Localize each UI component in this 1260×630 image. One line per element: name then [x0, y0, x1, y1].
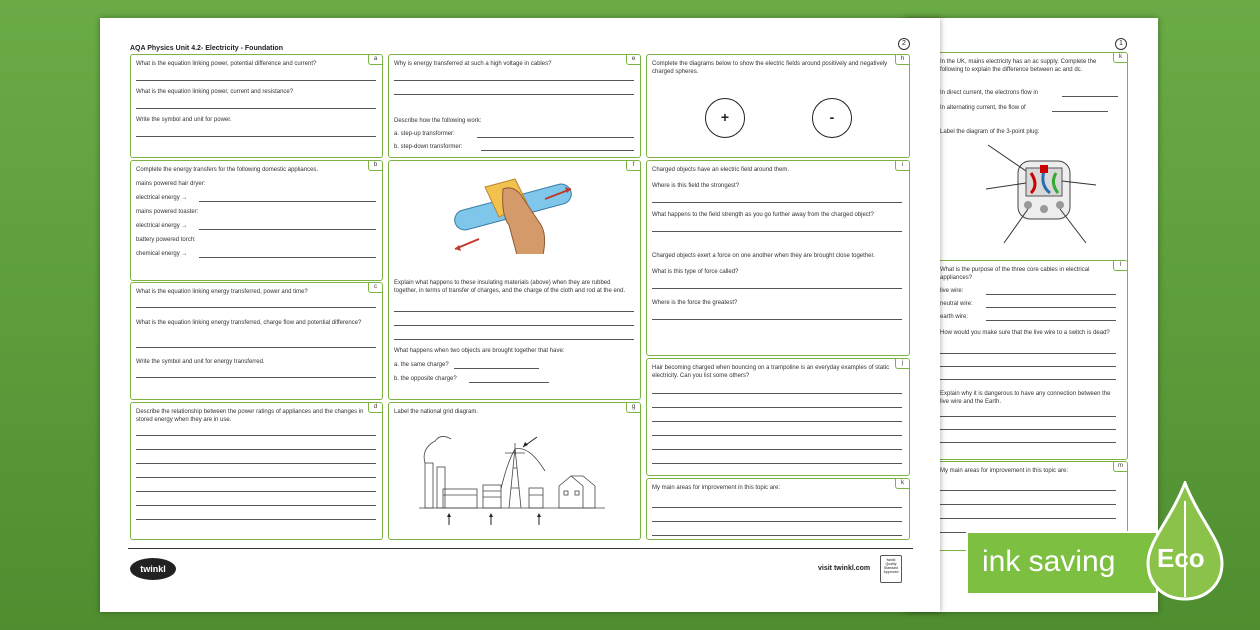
box-j: [646, 358, 910, 476]
answer-line[interactable]: [940, 490, 1116, 491]
question: Write the symbol and unit for energy transferred.: [136, 359, 265, 365]
question: Label the national grid diagram.: [394, 409, 479, 415]
question: Where is the force the greatest?: [652, 300, 738, 306]
national-grid-diagram: [419, 433, 609, 528]
ink-saving-banner: [966, 531, 1158, 595]
label: neutral wire:: [940, 301, 973, 307]
question: In the UK, mains electricity has an ac supply. Complete the following to explain the difference between ac and dc.: [940, 59, 1097, 73]
box-d: [130, 402, 383, 540]
question: What happens when two objects are brought together that have:: [394, 348, 565, 354]
answer-line[interactable]: [986, 320, 1116, 321]
box-tag: h: [895, 55, 909, 65]
rod-and-cloth-illustration: [449, 169, 579, 254]
question: Explain why it is dangerous to have any connection between the live wire and the Earth.: [940, 391, 1111, 405]
answer-line[interactable]: [940, 518, 1116, 519]
answer-line[interactable]: [652, 535, 902, 536]
answer-line[interactable]: [940, 366, 1116, 367]
page-title: AQA Physics Unit 4.2- Electricity - Foundation: [130, 45, 283, 52]
box-b: [130, 160, 383, 281]
question: Charged objects exert a force on one another when they are brought close together.: [652, 253, 875, 259]
answer-line[interactable]: [394, 80, 634, 81]
label: chemical energy →: [136, 251, 188, 257]
box-tag: d: [368, 403, 382, 413]
eco-drop-icon: [1140, 481, 1230, 601]
answer-line[interactable]: [136, 505, 376, 506]
box-tag: e: [626, 55, 640, 65]
box-c: [130, 282, 383, 400]
question: Complete the diagrams below to show the electric fields around positively and negatively charged spheres.: [652, 61, 888, 75]
label: a. step-up transformer:: [394, 131, 455, 137]
answer-line[interactable]: [199, 229, 376, 230]
question: Write the symbol and unit for power.: [136, 117, 232, 123]
answer-line[interactable]: [940, 442, 1116, 443]
question: Why is energy transferred at such a high voltage in cables?: [394, 61, 552, 67]
label: a. the same charge?: [394, 362, 449, 368]
answer-line[interactable]: [652, 319, 902, 320]
label: b. step-down transformer:: [394, 144, 463, 150]
quality-badge: twinkl Quality Standard Approved: [880, 555, 902, 583]
answer-line[interactable]: [652, 435, 902, 436]
question: What is the equation linking power, potential difference and current?: [136, 61, 317, 67]
answer-line[interactable]: [136, 491, 376, 492]
answer-line[interactable]: [940, 429, 1116, 430]
label: electrical energy →: [136, 223, 188, 229]
answer-line[interactable]: [394, 325, 634, 326]
answer-line[interactable]: [136, 449, 376, 450]
answer-line[interactable]: [136, 477, 376, 478]
question: Hair becoming charged when bouncing on a trampoline is an everyday examples of static electricity. Can you list some others?: [652, 365, 890, 379]
answer-line[interactable]: [136, 435, 376, 436]
box-tag: k: [895, 479, 909, 489]
box-tag: c: [368, 283, 382, 293]
answer-line[interactable]: [394, 339, 634, 340]
box-a: [130, 54, 383, 158]
label: mains powered toaster:: [136, 209, 199, 215]
box-h: [646, 54, 910, 158]
question: What is the equation linking energy transferred, power and time?: [136, 289, 308, 295]
question: Explain what happens to these insulating materials (above) when they are rubbed together, in terms of transfer of charges, and the charge of the cloth and rod at the end.: [394, 280, 626, 294]
question: My main areas for improvement in this topic are:: [940, 468, 1069, 474]
question: Charged objects have an electric field around them.: [652, 167, 790, 173]
answer-line[interactable]: [652, 202, 902, 203]
answer-line[interactable]: [136, 347, 376, 348]
box-tag: j: [895, 359, 909, 369]
footer-rule: [128, 548, 913, 549]
box-tag: a: [368, 55, 382, 65]
positive-sphere: +: [705, 98, 745, 138]
answer-line[interactable]: [454, 368, 539, 369]
box-tag: i: [895, 161, 909, 171]
answer-line[interactable]: [199, 257, 376, 258]
twinkl-logo: twinkl: [130, 558, 176, 580]
answer-line[interactable]: [477, 137, 634, 138]
question: In alternating current, the flow of: [940, 105, 1026, 111]
answer-line[interactable]: [652, 393, 902, 394]
answer-line[interactable]: [1062, 96, 1118, 97]
answer-line[interactable]: [136, 519, 376, 520]
label: live wire:: [940, 288, 964, 294]
label: electrical energy →: [136, 195, 188, 201]
answer-line[interactable]: [652, 421, 902, 422]
answer-line[interactable]: [940, 416, 1116, 417]
question: What is the equation linking power, current and resistance?: [136, 89, 294, 95]
box-tag: m: [1113, 462, 1127, 472]
answer-line[interactable]: [136, 108, 376, 109]
box-k-back: [925, 52, 1128, 270]
question: Where is this field the strongest?: [652, 183, 740, 189]
answer-line[interactable]: [199, 201, 376, 202]
answer-line[interactable]: [394, 311, 634, 312]
box-e: [388, 54, 641, 158]
question: Describe how the following work:: [394, 118, 482, 124]
answer-line[interactable]: [481, 150, 634, 151]
answer-line[interactable]: [652, 521, 902, 522]
box-tag: l: [1113, 261, 1127, 271]
answer-line[interactable]: [652, 463, 902, 464]
box-i: [646, 160, 910, 356]
answer-line[interactable]: [940, 353, 1116, 354]
label: earth wire:: [940, 314, 969, 320]
answer-line[interactable]: [1052, 111, 1108, 112]
answer-line[interactable]: [136, 80, 376, 81]
question: Complete the energy transfers for the following domestic appliances.: [136, 167, 319, 173]
box-g: [388, 402, 641, 540]
question: What is the equation linking energy transferred, charge flow and potential difference?: [136, 320, 362, 326]
label: battery powered torch:: [136, 237, 196, 243]
box-tag: f: [626, 161, 640, 171]
question: What happens to the field strength as you go further away from the charged object?: [652, 212, 874, 218]
question: What is the purpose of the three core cables in electrical appliances?: [940, 267, 1090, 281]
question: How would you make sure that the live wire to a switch is dead?: [940, 330, 1110, 336]
page-number: 2: [898, 38, 910, 50]
question: Label the diagram of the 3-point plug:: [940, 129, 1040, 135]
answer-line[interactable]: [652, 231, 902, 232]
answer-line[interactable]: [136, 136, 376, 137]
worksheet-page-1: [905, 18, 1158, 612]
answer-line[interactable]: [652, 449, 902, 450]
question: In direct current, the electrons flow in: [940, 90, 1039, 96]
negative-sphere: -: [812, 98, 852, 138]
plug-diagram: [986, 143, 1106, 253]
ink-saving-label: ink saving: [982, 545, 1116, 578]
label: b. the opposite charge?: [394, 376, 457, 382]
question: Describe the relationship between the power ratings of appliances and the changes in stored energy when they are in use.: [136, 409, 364, 423]
page-number: 1: [1115, 38, 1127, 50]
answer-line[interactable]: [652, 288, 902, 289]
box-tag: k: [1113, 53, 1127, 63]
label: mains powered hair dryer:: [136, 181, 206, 187]
answer-line[interactable]: [652, 507, 902, 508]
question: What is this type of force called?: [652, 269, 739, 275]
worksheet-page-2: [100, 18, 940, 612]
box-k: [646, 478, 910, 540]
answer-line[interactable]: [986, 307, 1116, 308]
answer-line[interactable]: [940, 379, 1116, 380]
answer-line[interactable]: [469, 382, 549, 383]
answer-line[interactable]: [136, 307, 376, 308]
answer-line[interactable]: [652, 407, 902, 408]
answer-line[interactable]: [986, 294, 1116, 295]
eco-label: Eco: [1157, 543, 1205, 573]
box-tag: b: [368, 161, 382, 171]
box-l-back: [925, 260, 1128, 460]
answer-line[interactable]: [136, 377, 376, 378]
box-tag: g: [626, 403, 640, 413]
answer-line[interactable]: [136, 463, 376, 464]
answer-line[interactable]: [394, 94, 634, 95]
box-f: [388, 160, 641, 400]
visit-link[interactable]: visit twinkl.com: [818, 565, 871, 572]
answer-line[interactable]: [940, 504, 1116, 505]
question: My main areas for improvement in this topic are:: [652, 485, 781, 491]
